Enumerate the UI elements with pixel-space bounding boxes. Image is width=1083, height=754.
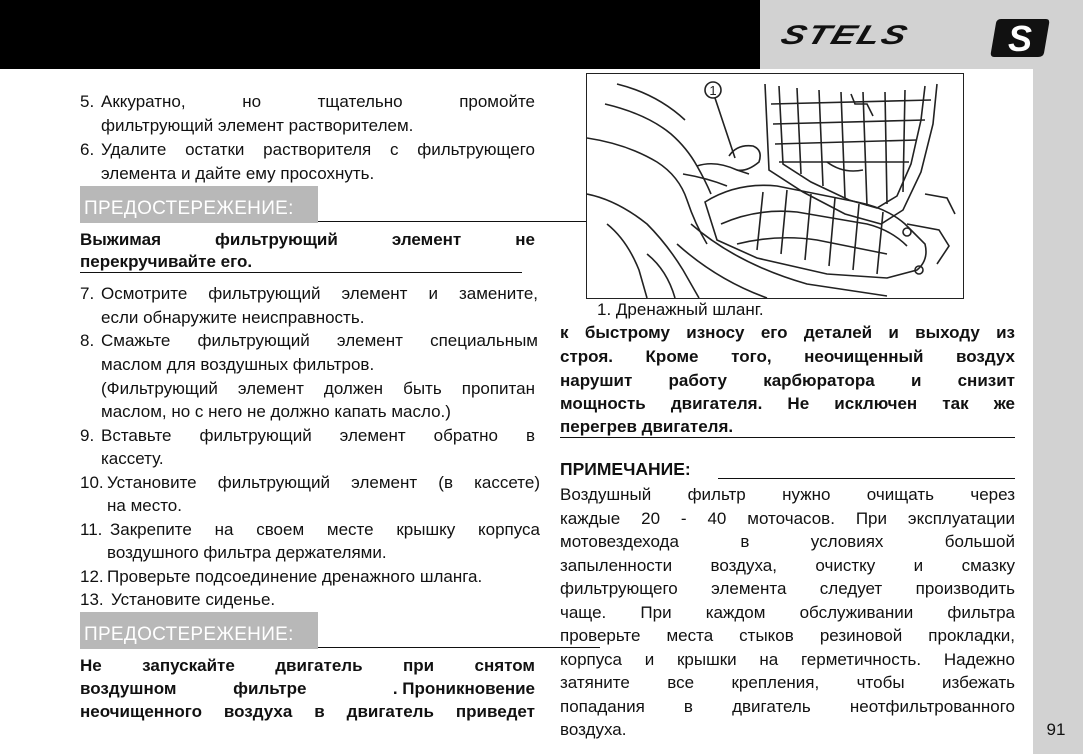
warning-label: ПРЕДОСТЕРЕЖЕНИЕ:	[84, 198, 294, 219]
item-text: Установите сиденье.	[111, 590, 276, 609]
item-number: 7.	[80, 284, 95, 303]
note-text: чаще. При каждом обслуживании фильтра	[560, 603, 1015, 622]
warning-text: Не запускайте двигатель при снятом	[80, 656, 535, 675]
item-number: 12.	[80, 567, 104, 586]
warning-text: . Проникновение	[392, 679, 535, 698]
item-text: на место.	[107, 496, 182, 515]
item-text: элемента и дайте ему просохнуть.	[101, 164, 375, 183]
note-label: ПРИМЕЧАНИЕ:	[560, 459, 691, 479]
brand-logo: STELS	[777, 19, 914, 50]
warning-text: к быстрому износу его деталей и выходу из	[560, 323, 1015, 342]
item-text: кассету.	[101, 449, 164, 468]
warning-text: неочищенного воздуха в двигатель приведет	[80, 702, 535, 721]
item-text: Вставьте фильтрующий элемент обратно в	[101, 426, 535, 445]
item-text: Удалите остатки растворителя с фильтрующего	[101, 140, 535, 159]
item-text: если обнаружите неисправность.	[101, 308, 365, 327]
figure-caption: 1. Дренажный шланг.	[597, 300, 764, 319]
item-text: Аккуратно, но тщательно промойте	[101, 92, 535, 111]
note-text: Воздушный фильтр нужно очищать через	[560, 485, 1015, 504]
divider	[718, 478, 1015, 479]
item-text: Осмотрите фильтрующий элемент и замените,	[101, 284, 538, 303]
warning-text: нарушит работу карбюратора и снизит	[560, 371, 1015, 390]
item-text: (Фильтрующий элемент должен быть пропитан	[101, 379, 535, 398]
note-text: мотовездехода в условиях большой	[560, 532, 1015, 551]
side-bar	[1033, 69, 1083, 754]
logo-area	[760, 0, 1083, 69]
warning-label: ПРЕДОСТЕРЕЖЕНИЕ:	[84, 624, 294, 645]
item-text: маслом для воздушных фильтров.	[101, 355, 375, 374]
divider	[318, 221, 610, 222]
warning-text: Выжимая фильтрующий элемент не	[80, 230, 535, 249]
note-text: воздуха.	[560, 720, 627, 739]
note-text: проверьте места стыков резиновой прокладки,	[560, 626, 1015, 645]
item-text: воздушного фильтра держателями.	[107, 543, 387, 562]
item-number: 11.	[80, 520, 103, 539]
warning-text: перегрев двигателя.	[560, 417, 734, 436]
note-text: затяните все крепления, чтобы избежать	[560, 673, 1015, 692]
item-text: Установите фильтрующий элемент (в кассете)	[107, 473, 540, 492]
callout-number: 1	[709, 83, 717, 98]
item-text: Смажьте фильтрующий элемент специальным	[101, 331, 538, 350]
item-number: 6.	[80, 140, 95, 159]
page-number: 91	[1046, 720, 1066, 739]
note-text: каждые 20 - 40 моточасов. При эксплуатации	[560, 509, 1015, 528]
header-bar	[0, 0, 760, 69]
item-text: Закрепите на своем месте крышку корпуса	[110, 520, 540, 539]
brand-badge-icon	[988, 15, 1052, 61]
warning-text-line	[80, 677, 535, 701]
note-text: фильтрующего элемента следует производить	[560, 579, 1015, 598]
warning-text: мощность двигателя. Не исключен так же	[560, 394, 1015, 413]
note-text: корпуса и крышки на герметичность. Надежно	[560, 650, 1015, 669]
note-text: попадания в двигатель неотфильтрованного	[560, 697, 1015, 716]
item-number: 8.	[80, 331, 95, 350]
warning-text: строя. Кроме того, неочищенный воздух	[560, 347, 1015, 366]
warning-text: перекручивайте его.	[80, 251, 522, 273]
note-text: запыленности воздуха, очистку и смазку	[560, 556, 1015, 575]
warning-text: воздушном фильтре	[80, 679, 307, 698]
badge-letter: S	[1007, 18, 1033, 59]
item-number: 9.	[80, 426, 95, 445]
item-text: фильтрующий элемент растворителем.	[101, 116, 414, 135]
divider	[560, 437, 1015, 438]
warning-header	[80, 186, 320, 224]
item-text: Проверьте подсоединение дренажного шланга.	[107, 567, 483, 586]
divider	[318, 647, 600, 648]
drain-hose-figure	[586, 73, 964, 299]
item-number: 5.	[80, 92, 95, 111]
warning-header	[80, 612, 320, 650]
item-number: 13.	[80, 590, 104, 609]
item-number: 10.	[80, 473, 104, 492]
item-text: маслом, но с него не должно капать масло.)	[101, 402, 451, 421]
drain-hose-illustration	[587, 74, 963, 298]
